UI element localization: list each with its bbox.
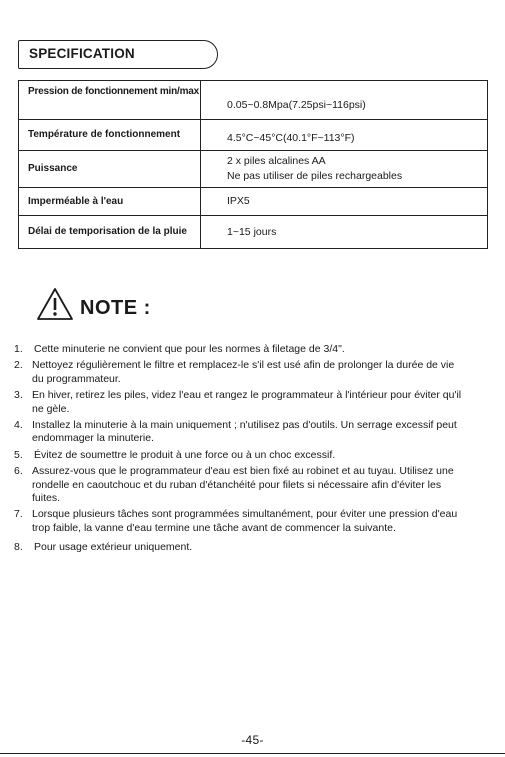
spec-label: Température de fonctionnement [19,120,201,151]
item-number: 7. [14,508,23,521]
notes-list [14,343,464,558]
item-text: Installez la minuterie à la main uniquement ; n'utilisez pas d'outils. Un serrage excessif peut endommager la minuterie. [32,419,457,445]
list-item [14,389,464,416]
spec-label: Pression de fonctionnement min/max [19,81,201,120]
specification-header [18,40,218,69]
page-number: -45- [241,733,264,747]
item-number: 3. [14,389,23,402]
specification-table [18,80,488,249]
table-row [19,120,488,151]
specification-title: SPECIFICATION [29,46,135,61]
item-number: 5. [14,448,23,461]
item-number: 2. [14,359,23,372]
item-text: Pour usage extérieur uniquement. [34,541,193,554]
spec-label: Délai de temporisation de la pluie [19,216,201,249]
list-item [14,359,464,386]
spec-value [201,151,488,188]
spec-value-line: 2 x piles alcalines AA [227,155,326,167]
item-text: Évitez de soumettre le produit à une force ou à un choc excessif. [34,448,336,461]
table-row [19,81,488,120]
item-text: En hiver, retirez les piles, videz l'eau et rangez le programmateur à l'intérieur pour éviter qu'il ne gèle. [32,389,462,415]
spec-value-text: 4.5°C~45°C(40.1°F~113°F) [227,132,355,144]
table-row [19,188,488,216]
item-number: 4. [14,419,23,432]
spec-value-line: Ne pas utiliser de piles rechargeables [227,170,403,182]
note-title: NOTE : [80,297,151,319]
item-number: 6. [14,465,23,478]
list-item [14,419,464,446]
item-text: Lorsque plusieurs tâches sont programmées simultanément, pour éviter une pression d'eau trop faible, la vanne d'eau termine une tâche avant de commencer la suivante. [32,508,458,534]
spec-value: 1~15 jours [201,216,488,249]
list-item [14,343,464,356]
spec-value: IPX5 [201,188,488,216]
list-item [14,465,464,505]
spec-label: Imperméable à l'eau [19,188,201,216]
item-text: Cette minuterie ne convient que pour les normes à filetage de 3/4". [34,343,345,355]
spec-label: Puissance [19,151,201,188]
spec-value [201,120,488,151]
table-row [19,151,488,188]
item-number: 8. [14,541,23,554]
item-text: Nettoyez régulièrement le filtre et remplacez-le s'il est usé afin de prolonger la durée de vie du programmateur. [32,359,455,385]
list-item [14,449,464,462]
spec-value-text: 0.05~0.8Mpa(7.25psi~116psi) [227,98,366,111]
item-text: Assurez-vous que le programmateur d'eau est bien fixé au robinet et au tuyau. Utilisez une rondelle en caoutchouc et du ruban d'étanchéité pour filets si nécessaire afin d'éviter les fuites. [32,465,454,505]
footer-divider [0,753,505,754]
item-number: 1. [14,343,23,355]
list-item [14,541,464,554]
note-heading [36,287,236,323]
table-row [19,216,488,249]
list-item [14,508,464,535]
warning-triangle-icon [36,287,74,321]
spec-value [201,81,488,120]
